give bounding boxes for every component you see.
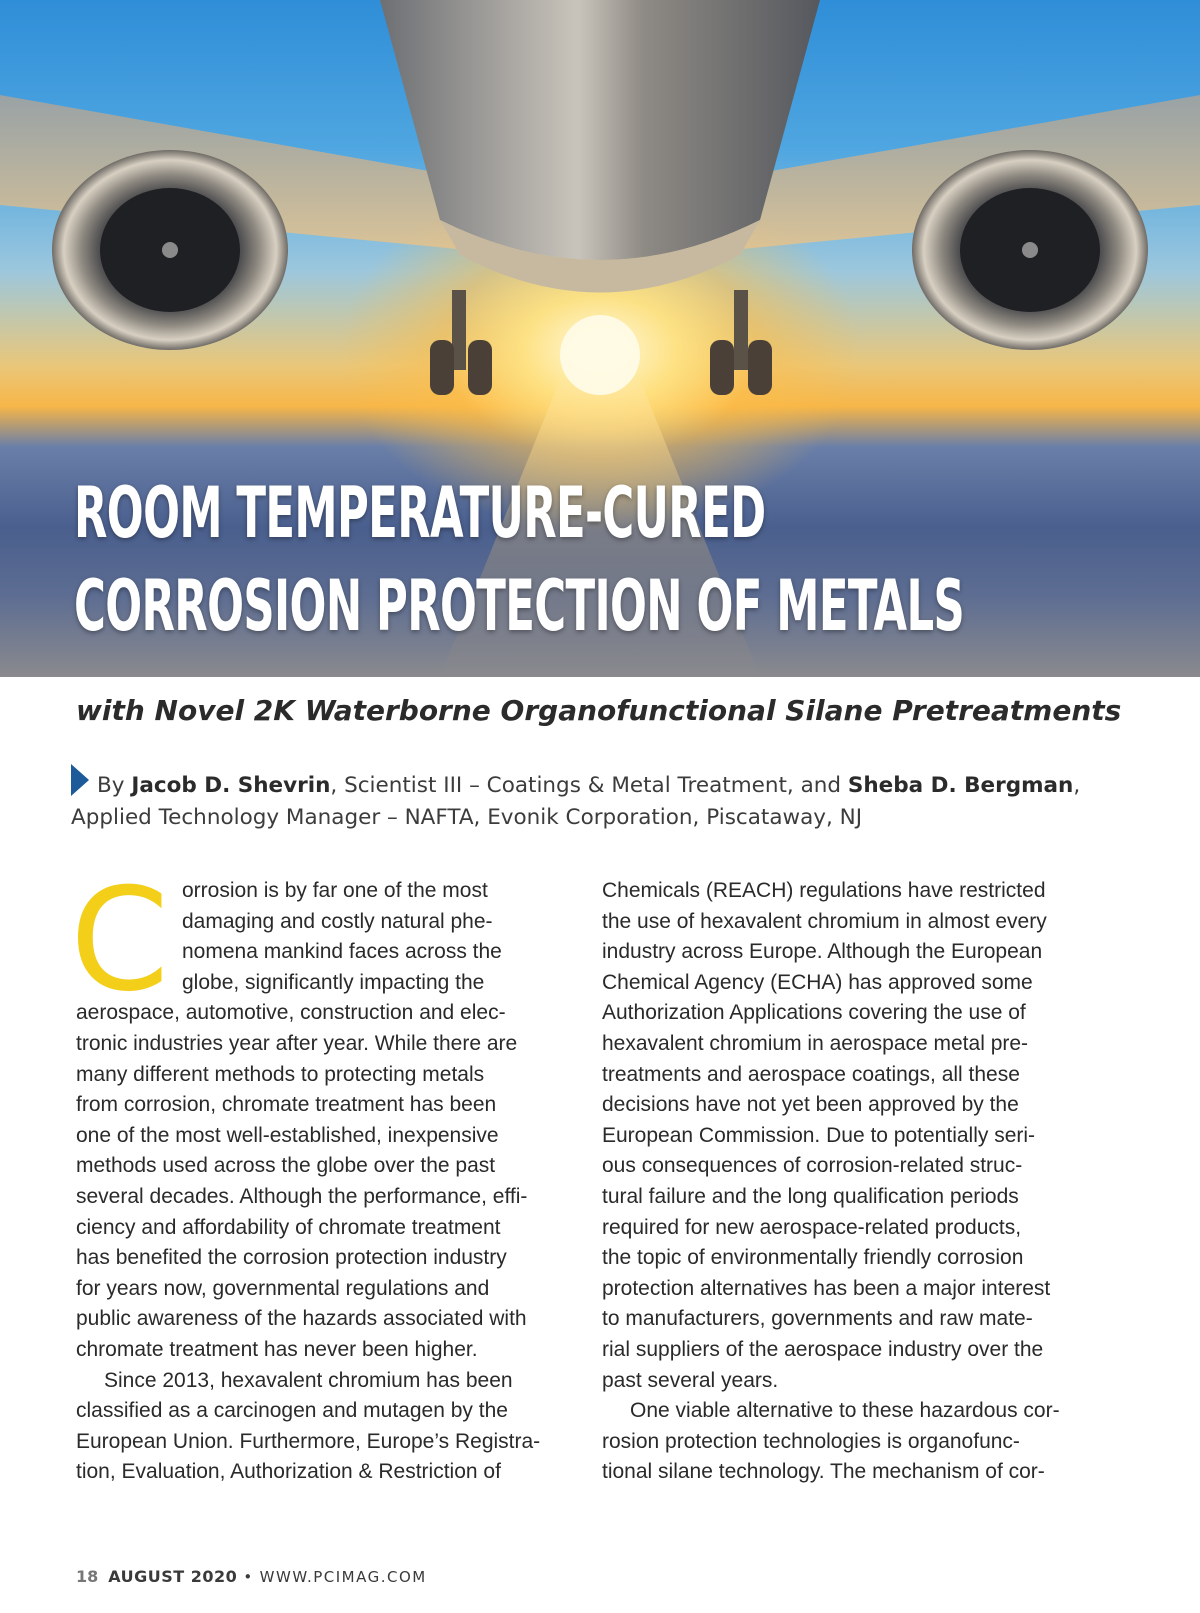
- drop-cap: C: [70, 858, 170, 1023]
- paragraph-2: Since 2013, hexavalent chromium has been classified as a carcinogen and mutagen by the European Union. Furthermore, Europe’s Registra- tion, Evaluation, Authorization & Restriction of: [76, 1368, 541, 1484]
- author-role-2: , Applied Technology Manager – NAFTA, Evonik Corporation, Piscataway, NJ: [71, 773, 1081, 830]
- body-column-1: [70, 858, 570, 1488]
- title-line-1: ROOM TEMPERATURE-CURED: [74, 472, 766, 554]
- author-name-2: Sheba D. Bergman: [847, 773, 1074, 798]
- author-role-1: , Scientist III – Coatings & Metal Treatment, and: [330, 773, 842, 798]
- issue-date: AUGUST 2020: [108, 1567, 238, 1586]
- website-link[interactable]: WWW.PCIMAG.COM: [259, 1568, 427, 1586]
- title-line-2: CORROSION PROTECTION OF METALS: [74, 565, 965, 647]
- paragraph-4: One viable alternative to these hazardous cor- rosion protection technologies is organofunc- tional silane technology. The mechanism of cor-: [602, 1399, 1060, 1484]
- body-column-2: [602, 876, 1096, 1488]
- article-title: [74, 467, 964, 653]
- page-footer: [76, 1567, 427, 1586]
- article-subtitle: with Novel 2K Waterborne Organofunctional Silane Pretreatments: [76, 694, 1122, 727]
- author-name-1: Jacob D. Shevrin: [131, 773, 331, 798]
- page-number: 18: [76, 1567, 99, 1586]
- byline: [71, 764, 1151, 834]
- paragraph-3: Chemicals (REACH) regulations have restricted the use of hexavalent chromium in almost every industry across Europe. Although the European Chemical Agency (ECHA) has approved some Authorization Applications covering the use of hexavalent chromium in aerospace metal pre- treatments and aerospace coatings, all these decisions have not yet been approved by the European Commission. Due to potentially seri- ous consequences of corrosion-related struc- tural failure and the long qualification periods required for new aerospace-related products, the topic of environmentally friendly corrosion protection alternatives has been a major interest to manufacturers, governments and raw mate- rial suppliers of the aerospace industry over the past several years.: [602, 879, 1051, 1392]
- byline-by: By: [97, 773, 125, 798]
- paragraph-1-lead: orrosion is by far one of the most damaging and costly natural phe- nomena mankind faces across the globe, significantly impacting the: [182, 879, 502, 994]
- paragraph-1-continued: aerospace, automotive, construction and elec- tronic industries year after year. While there are many different methods to protecting metals from corrosion, chromate treatment has been one of the most well-established, inexpensive methods used across the globe over the past several decades. Although the performance, effi- ciency and affordability of chromate treatment has benefited the corrosion protection industry for years now, governmental regulations and public awareness of the hazards associated with chromate treatment has never been higher.: [76, 1001, 528, 1361]
- byline-arrow-icon: [71, 764, 89, 796]
- hero-image: [0, 0, 1200, 677]
- footer-separator: •: [243, 1568, 254, 1586]
